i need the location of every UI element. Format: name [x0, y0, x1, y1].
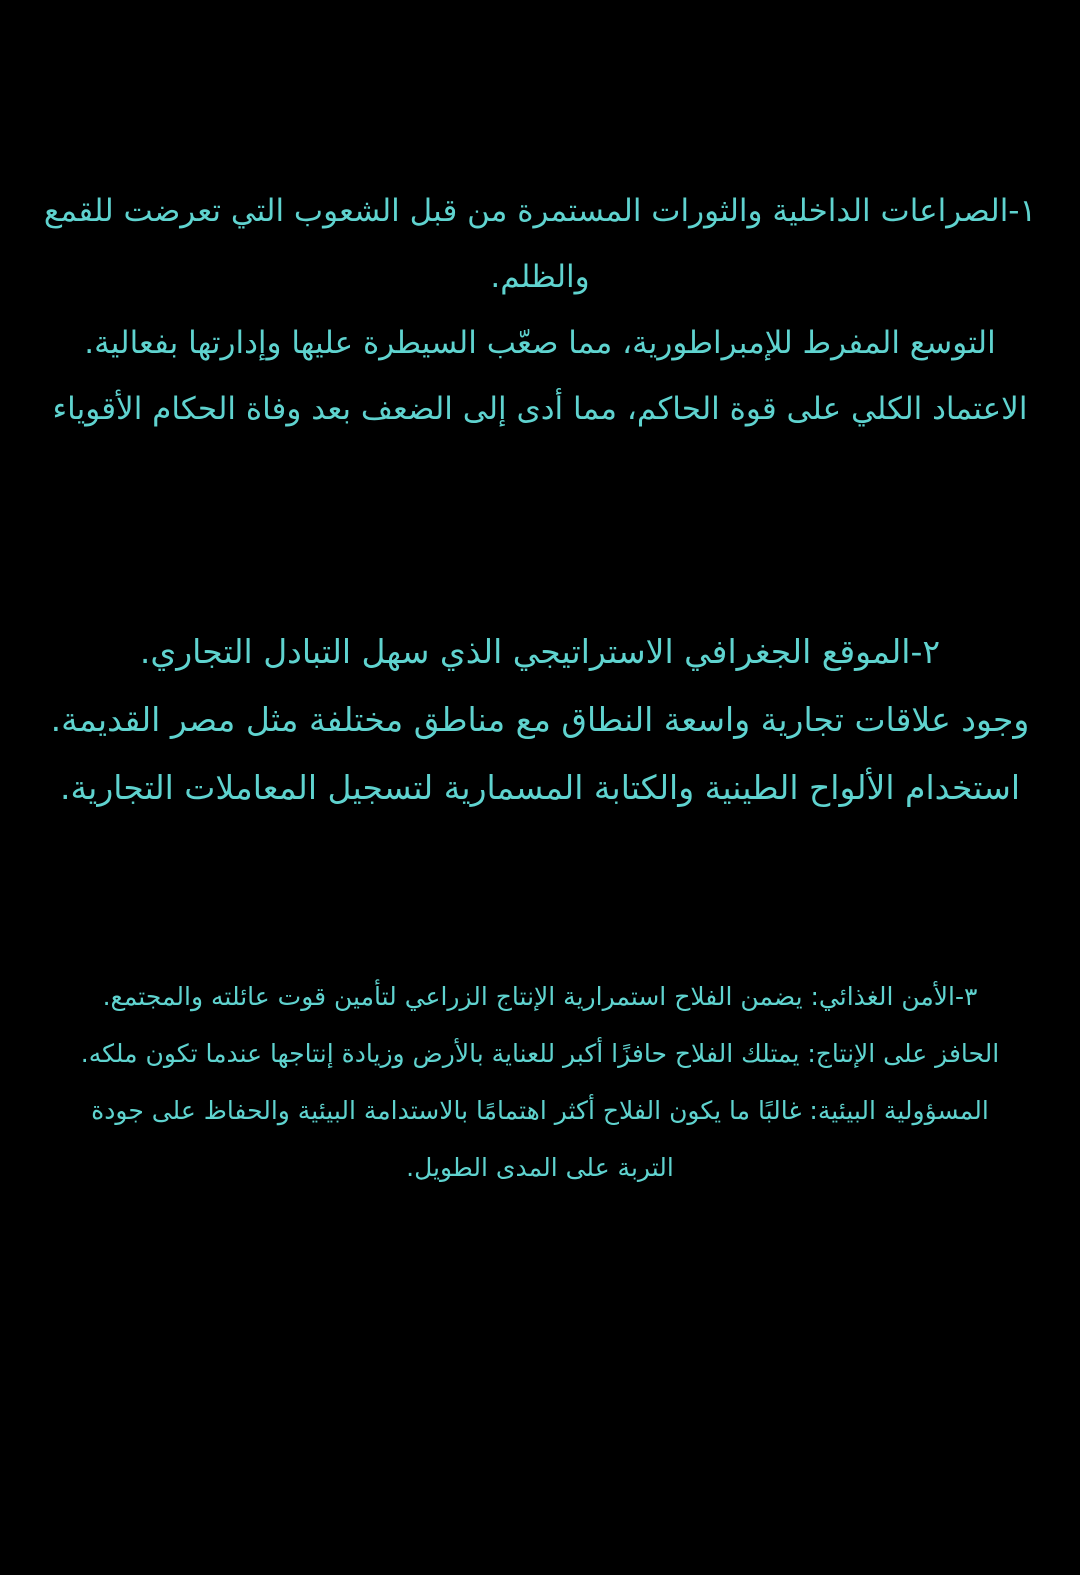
section-2-trade — [0, 618, 1080, 822]
section-1-line-3: الاعتماد الكلي على قوة الحاكم، مما أدى إلى الضعف بعد وفاة الحكام الأقوياء — [52, 391, 1028, 427]
section-2-line-1: ٢-الموقع الجغرافي الاستراتيجي الذي سهل التبادل التجاري. — [139, 632, 941, 671]
section-3-line-1: ٣-الأمن الغذائي: يضمن الفلاح استمرارية الإنتاج الزراعي لتأمين قوت عائلته والمجتمع. — [102, 982, 978, 1011]
section-1-line-2: التوسع المفرط للإمبراطورية، مما صعّب السيطرة عليها وإدارتها بفعالية. — [84, 325, 996, 361]
section-1-line-1: ١-الصراعات الداخلية والثورات المستمرة من قبل الشعوب التي تعرضت للقمع والظلم. — [43, 193, 1037, 295]
section-2-line-3: استخدام الألواح الطينية والكتابة المسمارية لتسجيل المعاملات التجارية. — [59, 768, 1021, 807]
section-3-line-3: المسؤولية البيئية: غالبًا ما يكون الفلاح أكثر اهتمامًا بالاستدامة البيئية والحفاظ على جودة التربة على المدى الطويل. — [91, 1096, 989, 1182]
section-3-line-2: الحافز على الإنتاج: يمتلك الفلاح حافزًا أكبر للعناية بالأرض وزيادة إنتاجها عندما تكون ملكه. — [80, 1039, 1000, 1068]
section-2-line-2: وجود علاقات تجارية واسعة النطاق مع مناطق مختلفة مثل مصر القديمة. — [50, 700, 1030, 739]
section-3-farmer — [0, 968, 1080, 1196]
section-1-causes — [0, 178, 1080, 442]
